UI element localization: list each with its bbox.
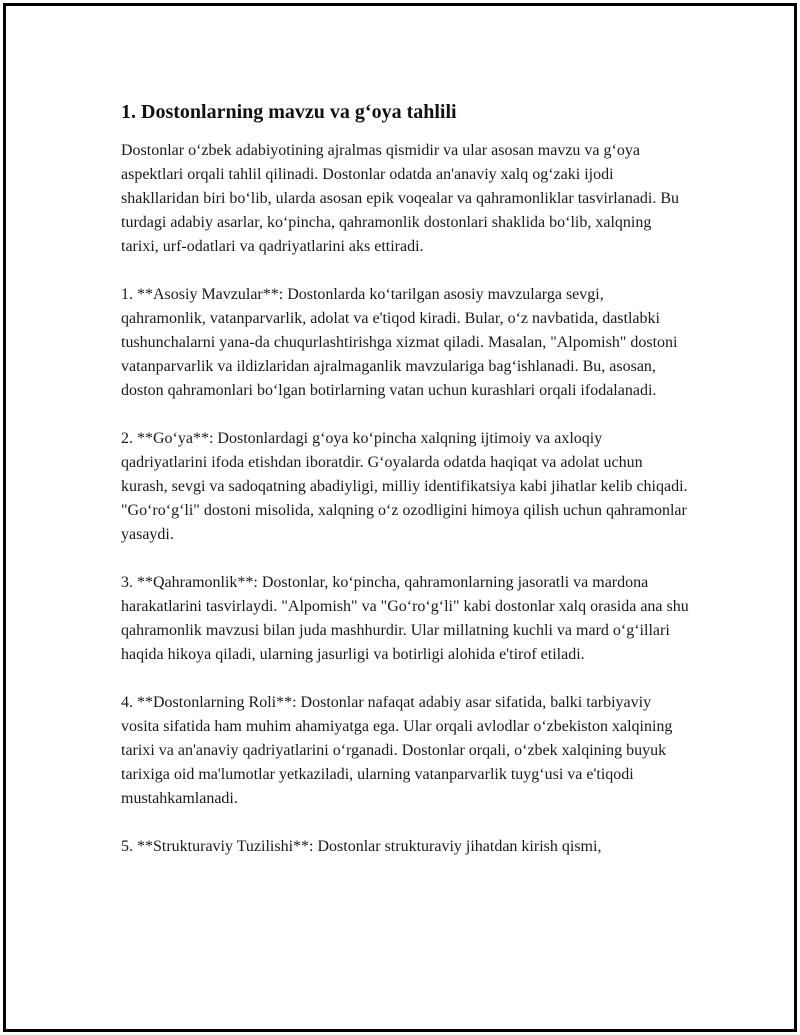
paragraph-idea: 2. **Go‘ya**: Dostonlardagi g‘oya ko‘pincha xalqning ijtimoiy va axloqiy qadriyatlarini ifoda etishdan iboratdir. G‘oyalarda odatda haqiqat va adolat uchun kurash, sevgi va sadoqatning abadiyligi, milliy identifikatsiya kabi jihatlar kelib chiqadi. "Go‘ro‘g‘li" dostoni misolida, xalqning o‘z ozodligini himoya qilish uchun qahramonlar yasaydi. xyxy=(121,430,688,543)
paragraph-role: 4. **Dostonlarning Roli**: Dostonlar nafaqat adabiy asar sifatida, balki tarbiyaviy vosita sifatida ham muhim ahamiyatga ega. Ular orqali avlodlar o‘zbekiston xalqining tarixi va an'anaviy qadriyatlarini o‘rganadi. Dostonlar orqali, o‘zbek xalqining buyuk tarixiga oid ma'lumotlar yetkaziladi, ularning vatanparvarlik tuyg‘usi va e'tiqodi mustahkamlanadi. xyxy=(121,694,673,807)
intro-paragraph: Dostonlar o‘zbek adabiyotining ajralmas qismidir va ular asosan mavzu va g‘oya aspektlari orqali tahlil qilinadi. Dostonlar odatda an'anaviy xalq og‘zaki ijodi shakllaridan biri bo‘lib, ularda asosan epik voqealar va qahramonliklar tasvirlanadi. Bu turdagi adabiy asarlar, ko‘pincha, qahramonlik dostonlari shaklida bo‘lib, xalqning tarixi, urf-odatlari va qadriyatlarini aks ettiradi. xyxy=(121,142,680,255)
section-heading: 1. Dostonlarning mavzu va g‘oya tahlili xyxy=(121,101,457,123)
paragraph-main-themes: 1. **Asosiy Mavzular**: Dostonlarda ko‘tarilgan asosiy mavzularga sevgi, qahramonlik, vatanparvarlik, adolat va e'tiqod kiradi. Bular, o‘z navbatida, dastlabki tushunchalarni yana-da chuqurlashtirishga xizmat qiladi. Masalan, "Alpomish" dostoni vatanparvarlik va ildizlaridan ajralmaganlik mavzulariga bag‘ishlanadi. Bu, asosan, doston qahramonlari bo‘lgan botirlarning vatan uchun kurashlari orqali ifodalanadi. xyxy=(121,286,678,399)
page-frame xyxy=(3,3,797,1032)
document-body xyxy=(121,98,691,883)
paragraph-heroism: 3. **Qahramonlik**: Dostonlar, ko‘pincha, qahramonlarning jasoratli va mardona harakatlarini tasvirlaydi. "Alpomish" va "Go‘ro‘g‘li" kabi dostonlar xalq orasida ana shu qahramonlik mavzusi bilan juda mashhurdir. Ular millatning kuchli va mard o‘g‘illari haqida hikoya qiladi, ularning jasurligi va botirligi alohida e'tirof etiladi. xyxy=(121,574,689,663)
paragraph-structure: 5. **Strukturaviy Tuzilishi**: Dostonlar strukturaviy jihatdan kirish qismi, xyxy=(121,838,602,855)
